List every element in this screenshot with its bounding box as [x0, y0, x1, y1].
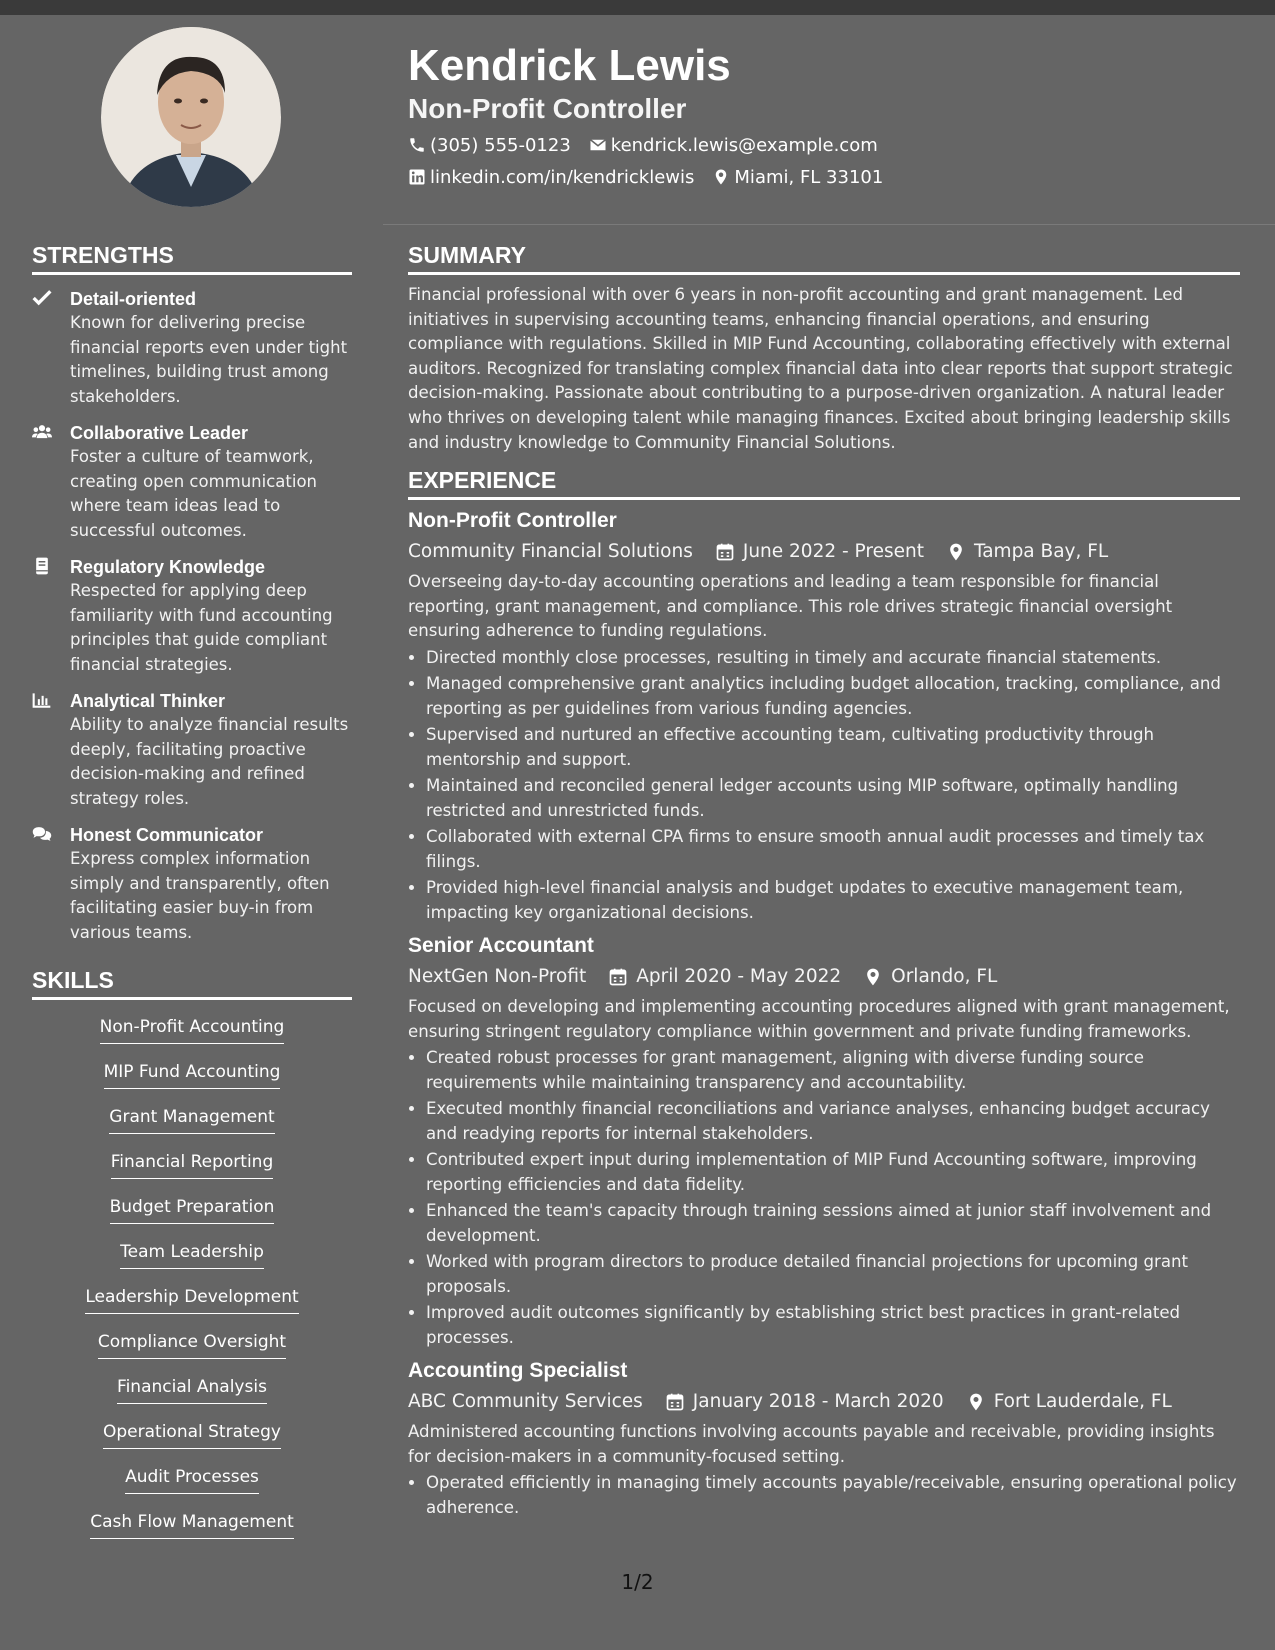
bullet-item: • Created robust processes for grant management, aligning with diverse funding source requirements while maintaining transparency and accountability. — [426, 1046, 1240, 1095]
job-description: Overseeing day-to-day accounting operations and leading a team responsible for financial reporting, grant management, and compliance. This role drives strategic financial oversight ensuring adherence to funding regulations. — [408, 572, 1173, 641]
job-title: Senior Accountant — [408, 934, 594, 958]
skill-label: Financial Analysis — [117, 1374, 267, 1404]
chat-icon — [32, 828, 52, 847]
contact-row-1 — [408, 132, 1228, 158]
right-column — [408, 240, 1240, 1522]
strength-desc: Known for delivering precise financial reports even under tight timelines, building trust among stakeholders. — [70, 313, 348, 406]
job-meta — [408, 1386, 1240, 1418]
bullet-item: • Directed monthly close processes, resulting in timely and accurate financial statements. — [426, 646, 1240, 671]
skill-item — [32, 1329, 352, 1374]
company-name: Community Financial Solutions — [408, 541, 693, 563]
skill-item — [32, 1104, 352, 1149]
map-pin-icon — [966, 1392, 986, 1412]
skill-label: Grant Management — [109, 1104, 274, 1134]
skill-item — [32, 1239, 352, 1284]
job-bullets — [408, 646, 1240, 926]
candidate-name: Kendrick Lewis — [408, 41, 731, 90]
skill-label: Cash Flow Management — [90, 1509, 294, 1539]
resume-header — [408, 40, 1228, 190]
email-text: kendrick.lewis@example.com — [610, 134, 878, 156]
bullet-item: • Worked with program directors to produce detailed financial projections for upcoming grant proposals. — [426, 1250, 1240, 1299]
skill-label: Operational Strategy — [103, 1419, 281, 1449]
candidate-title: Non-Profit Controller — [408, 93, 687, 124]
chart-icon — [32, 694, 52, 713]
profile-photo — [101, 27, 281, 207]
summary-text: Financial professional with over 6 years in non-profit accounting and grant management. Led initiatives in supervising accounting teams, enhancing financial operations, and ensuring compliance with regulations. Skilled in MIP Fund Accounting, collaborating effectively with external auditors. Recognized for translating complex financial data into clear reports that support strategic decision-making. Passionate about contributing to a purpose-driven organization. A natural leader who thrives on developing talent while managing finances. Excited about bringing leadership skills and industry knowledge to Community Financial Solutions. — [408, 285, 1233, 452]
skill-item — [32, 1059, 352, 1104]
strength-desc: Ability to analyze financial results deeply, facilitating proactive decision-making and refined strategy roles. — [70, 715, 349, 808]
skill-item — [32, 1284, 352, 1329]
bullet-item: • Enhanced the team's capacity through training sessions aimed at junior staff involvement and development. — [426, 1199, 1240, 1248]
job-dates: June 2022 - Present — [742, 541, 924, 563]
job-title: Non-Profit Controller — [408, 509, 617, 533]
bullet-item: • Managed comprehensive grant analytics including budget allocation, tracking, compliance, and reporting as per guidelines from various funding agencies. — [426, 672, 1240, 721]
job-bullets — [408, 1471, 1240, 1520]
email-contact[interactable] — [589, 135, 878, 156]
book-icon — [32, 560, 52, 579]
skill-item — [32, 1374, 352, 1419]
experience-entry — [408, 1356, 1240, 1520]
contact-row-2 — [408, 164, 1228, 190]
job-description: Focused on developing and implementing accounting procedures aligned with grant management, ensuring stringent regulatory compliance within government and private funding frameworks. — [408, 997, 1230, 1041]
calendar-icon — [665, 1392, 685, 1412]
experience-entry — [408, 506, 1240, 925]
skill-item — [32, 1419, 352, 1464]
job-location: Fort Lauderdale, FL — [993, 1391, 1172, 1413]
map-pin-icon — [946, 542, 966, 562]
strength-desc: Foster a culture of teamwork, creating open communication where team ideas lead to successful outcomes. — [70, 447, 318, 540]
map-pin-icon — [712, 168, 730, 186]
strength-item — [32, 689, 352, 811]
job-dates: January 2018 - March 2020 — [692, 1391, 944, 1413]
strength-title: Honest Communicator — [70, 825, 264, 845]
strength-title: Analytical Thinker — [70, 691, 226, 711]
check-icon — [32, 292, 52, 311]
summary-heading: SUMMARY — [408, 240, 1240, 275]
bullet-item: • Provided high-level financial analysis and budget updates to executive management team, impacting key organizational decisions. — [426, 876, 1240, 925]
skill-label: Audit Processes — [125, 1464, 259, 1494]
strength-item — [32, 421, 352, 543]
skill-label: Financial Reporting — [111, 1149, 274, 1179]
calendar-icon — [715, 542, 735, 562]
skill-label: Team Leadership — [120, 1239, 264, 1269]
phone-text: (305) 555-0123 — [430, 134, 571, 156]
skills-heading: SKILLS — [32, 965, 352, 1000]
strength-desc: Respected for applying deep familiarity with fund accounting principles that guide compliant financial strategies. — [70, 581, 333, 674]
strength-item — [32, 287, 352, 409]
company-name: NextGen Non-Profit — [408, 966, 587, 988]
bullet-item: • Improved audit outcomes significantly by establishing strict best practices in grant-related processes. — [426, 1301, 1240, 1350]
job-location: Orlando, FL — [891, 966, 998, 988]
skill-label: Non-Profit Accounting — [100, 1014, 285, 1044]
location-contact — [712, 167, 883, 188]
skill-label: Leadership Development — [85, 1284, 298, 1314]
skills-list — [32, 1014, 352, 1554]
top-bar — [0, 0, 1275, 15]
job-title: Accounting Specialist — [408, 1359, 628, 1383]
job-bullets — [408, 1046, 1240, 1350]
skill-label: Compliance Oversight — [98, 1329, 286, 1359]
bullet-item: • Contributed expert input during implementation of MIP Fund Accounting software, improving reporting efficiencies and data fidelity. — [426, 1148, 1240, 1197]
job-dates: April 2020 - May 2022 — [636, 966, 842, 988]
skill-label: MIP Fund Accounting — [104, 1059, 281, 1089]
company-name: ABC Community Services — [408, 1391, 643, 1413]
phone-icon — [408, 136, 426, 154]
left-column — [32, 240, 352, 1554]
calendar-icon — [608, 967, 628, 987]
strength-item — [32, 823, 352, 945]
bullet-item: • Maintained and reconciled general ledger accounts using MIP software, optimally handling restricted and unrestricted funds. — [426, 774, 1240, 823]
linkedin-contact[interactable] — [408, 167, 694, 188]
page-number: 1/2 — [621, 1570, 654, 1594]
bullet-item: • Collaborated with external CPA firms to ensure smooth annual audit processes and timely tax filings. — [426, 825, 1240, 874]
linkedin-icon — [408, 168, 426, 186]
skill-item — [32, 1464, 352, 1509]
experience-entry — [408, 931, 1240, 1350]
bullet-item: • Supervised and nurtured an effective accounting team, cultivating productivity through mentorship and support. — [426, 723, 1240, 772]
map-pin-icon — [863, 967, 883, 987]
strength-item — [32, 555, 352, 677]
skill-item — [32, 1014, 352, 1059]
job-meta — [408, 536, 1240, 568]
bullet-item: • Executed monthly financial reconciliations and variance analyses, enhancing budget accuracy and readying reports for internal stakeholders. — [426, 1097, 1240, 1146]
skill-item — [32, 1509, 352, 1554]
strengths-heading: STRENGTHS — [32, 240, 352, 275]
job-location: Tampa Bay, FL — [973, 541, 1109, 563]
experience-heading: EXPERIENCE — [408, 465, 1240, 500]
envelope-icon — [589, 136, 607, 154]
header-divider — [383, 224, 1275, 225]
job-meta — [408, 961, 1240, 993]
linkedin-text: linkedin.com/in/kendricklewis — [430, 166, 695, 188]
phone-contact — [408, 135, 571, 156]
location-text: Miami, FL 33101 — [734, 166, 884, 188]
skill-label: Budget Preparation — [110, 1194, 275, 1224]
skill-item — [32, 1149, 352, 1194]
job-description: Administered accounting functions involving accounts payable and receivable, providing insights for decision-makers in a community-focused setting. — [408, 1422, 1215, 1466]
strength-title: Regulatory Knowledge — [70, 557, 266, 577]
strength-title: Detail-oriented — [70, 289, 197, 309]
strength-desc: Express complex information simply and transparently, often facilitating easier buy-in from various teams. — [70, 849, 330, 942]
bullet-item: • Operated efficiently in managing timely accounts payable/receivable, ensuring operational policy adherence. — [426, 1471, 1240, 1520]
skill-item — [32, 1194, 352, 1239]
strengths-list — [32, 287, 352, 945]
users-icon — [32, 426, 52, 445]
strength-title: Collaborative Leader — [70, 423, 249, 443]
